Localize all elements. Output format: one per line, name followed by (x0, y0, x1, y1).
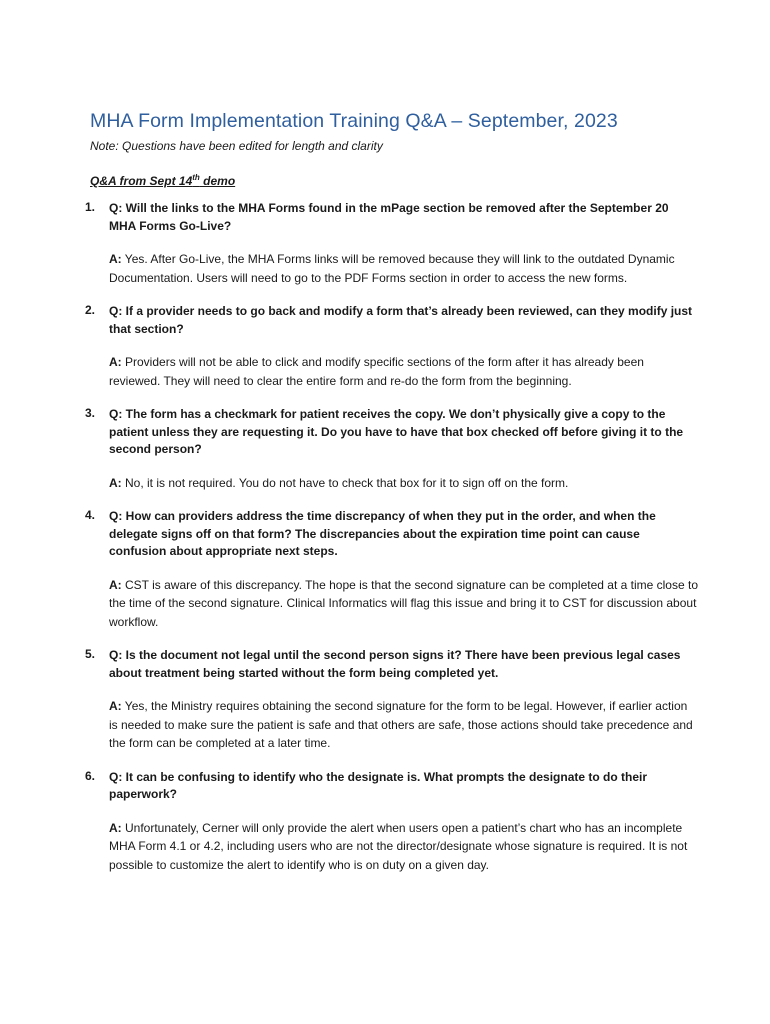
answer-label: A: (109, 355, 122, 369)
section-heading-text: Q&A from Sept 14 (90, 174, 193, 188)
answer-label: A: (109, 475, 122, 490)
answer-text: No, it is not required. You do not have to check that box for it to sign off on the form. (121, 475, 569, 490)
section-heading-superscript: th (192, 173, 200, 182)
answer-block (109, 474, 698, 493)
question-text: Q: How can providers address the time discrepancy of when they put in the order, and when the delegate signs off on that form? The discrepancies about the expiration time point can cause confusion about appropriate next steps. (109, 509, 656, 558)
answer-label: A: (109, 252, 122, 266)
item-number: 2. (85, 303, 96, 317)
answer-block (109, 819, 698, 875)
answer-text: CST is aware of this discrepancy. The hope is that the second signature can be completed at a time close to the time of the second signature. Clinical Informatics will flag this issue and bring it to CST for discussion about workflow. (109, 577, 698, 629)
qa-item-4 (85, 508, 698, 631)
question-text: Q: The form has a checkmark for patient receives the copy. We don’t physically give a copy to the patient unless they are requesting it. Do you have to have that box checked off before giving it to the second person? (109, 407, 684, 456)
answer-text: Providers will not be able to click and modify specific sections of the form after it has already been reviewed. They will need to clear the entire form and re-do the form from the beginning. (109, 355, 644, 388)
section-heading-suffix: demo (199, 174, 236, 188)
question-text: Q: Will the links to the MHA Forms found in the mPage section be removed after the September 20 MHA Forms Go-Live? (109, 201, 669, 233)
item-number: 6. (85, 768, 96, 783)
answer-label: A: (109, 577, 122, 592)
item-number: 5. (85, 647, 96, 661)
answer-text: Yes. After Go-Live, the MHA Forms links will be removed because they will link to the outdated Dynamic Documentation. Users will need to go to the PDF Forms section in order to access the new forms. (109, 252, 675, 285)
page-title: MHA Form Implementation Training Q&A – September, 2023 (90, 110, 618, 132)
answer-block (109, 353, 698, 390)
answer-text: Unfortunately, Cerner will only provide the alert when users open a patient’s chart who has an incomplete MHA Form 4.1 or 4.2, including users who are not the director/designate whose signature is required. It is not possible to customize the alert to identify who is on duty on a given day. (109, 820, 688, 872)
answer-block (109, 697, 698, 753)
answer-label: A: (109, 820, 122, 835)
qa-list (85, 200, 698, 874)
qa-item-5 (85, 647, 698, 753)
qa-item-1 (85, 200, 698, 287)
answer-block (109, 576, 698, 632)
question-text: Q: It can be confusing to identify who the designate is. What prompts the designate to do their paperwork? (109, 769, 648, 801)
answer-label: A: (109, 699, 122, 713)
answer-text: Yes, the Ministry requires obtaining the second signature for the form to be legal. However, if earlier action is needed to make sure the patient is safe and that others are safe, those actions should take precedence and the form can be completed at a later time. (109, 699, 693, 750)
section-heading (90, 173, 698, 188)
editorial-note: Note: Questions have been edited for length and clarity (90, 139, 383, 153)
item-number: 3. (85, 406, 96, 420)
item-number: 4. (85, 508, 96, 522)
item-number: 1. (85, 200, 96, 214)
question-text: Q: Is the document not legal until the second person signs it? There have been previous legal cases about treatment being started without the form being completed yet. (109, 648, 681, 680)
qa-item-2 (85, 303, 698, 390)
answer-block (109, 250, 698, 287)
question-text: Q: If a provider needs to go back and modify a form that’s already been reviewed, can they modify just that section? (109, 304, 693, 336)
qa-item-3 (85, 406, 698, 492)
qa-item-6 (85, 768, 698, 875)
